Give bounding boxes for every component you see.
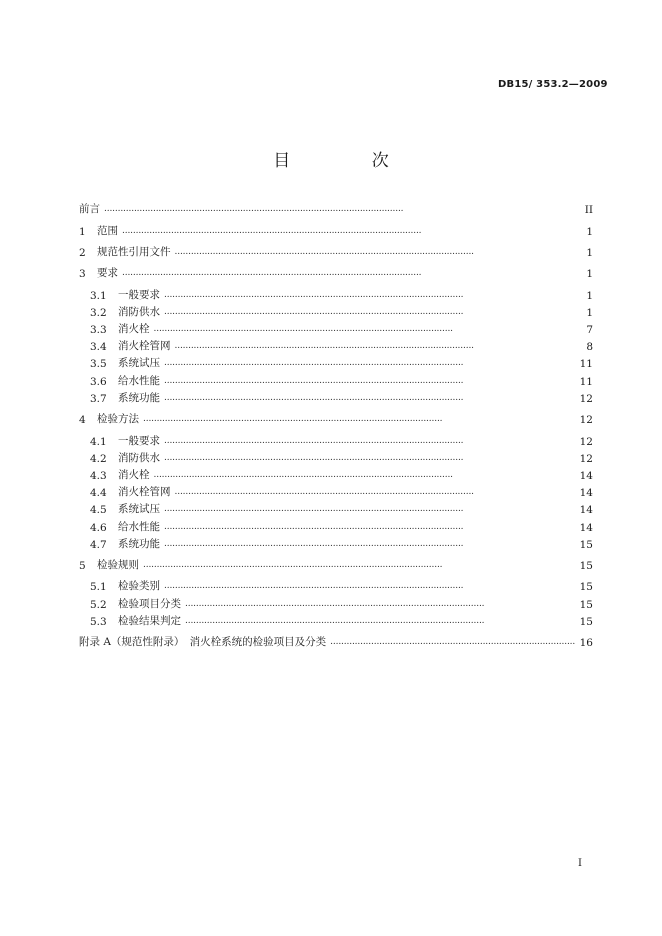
toc-leader-dots <box>330 638 575 649</box>
toc-entry[interactable] <box>79 199 593 216</box>
toc-leader-dots <box>185 600 576 611</box>
toc-entry-number: 2 <box>79 246 86 259</box>
toc-leader-dots <box>164 359 576 370</box>
toc-entry-page: 14 <box>579 469 593 482</box>
toc-entry-page: 1 <box>586 246 593 259</box>
toc-entry-number: 5.3 <box>90 615 107 628</box>
toc-leader-dots <box>185 617 576 628</box>
toc-entry-page: 15 <box>579 538 593 551</box>
toc-entry-page: II <box>584 204 593 217</box>
toc-entry-label: 消火栓 <box>118 323 150 336</box>
toc-entry-label: 给水性能 <box>118 520 160 533</box>
toc-entry[interactable] <box>79 353 593 370</box>
toc-entry[interactable] <box>79 430 593 447</box>
toc-entry-label: 一般要求 <box>118 288 160 301</box>
toc-entry-label: 要求 <box>97 267 118 280</box>
toc-entry-label: 检验结果判定 <box>118 614 181 627</box>
toc-entry-page: 11 <box>579 375 593 388</box>
toc-entry[interactable] <box>79 465 593 482</box>
toc-entry-number: 5.2 <box>90 598 107 611</box>
toc-entry-label: 消火栓管网 <box>118 340 171 353</box>
toc-entry[interactable] <box>79 534 593 551</box>
toc-entry-page: 1 <box>586 268 593 281</box>
toc-entry[interactable] <box>79 499 593 516</box>
toc-entry[interactable] <box>79 482 593 499</box>
toc-entry-page: 15 <box>579 615 593 628</box>
toc-entry[interactable] <box>79 576 593 593</box>
toc-leader-dots <box>164 377 576 388</box>
toc-entry-label: 检验类别 <box>118 580 160 593</box>
toc-entry[interactable] <box>79 555 593 572</box>
toc-entry-number: 4.2 <box>90 452 107 465</box>
toc-entry-number: 3.6 <box>90 375 107 388</box>
toc-leader-dots <box>164 582 576 593</box>
toc-entry-label: 一般要求 <box>118 434 160 447</box>
toc-entry-page: 1 <box>586 306 593 319</box>
toc-entry[interactable] <box>79 336 593 353</box>
toc-leader-dots <box>164 291 579 302</box>
table-of-contents <box>79 199 593 649</box>
page-folio: I <box>578 858 582 869</box>
toc-entry-page: 14 <box>579 504 593 517</box>
toc-leader-dots <box>164 437 576 448</box>
toc-leader-dots <box>143 415 576 426</box>
toc-entry-number: 3.3 <box>90 324 107 337</box>
toc-entry-label: 范围 <box>97 224 118 237</box>
toc-entry-number: 4.3 <box>90 469 107 482</box>
toc-entry[interactable] <box>79 611 593 628</box>
toc-entry-label: 消防供水 <box>118 305 160 318</box>
toc-entry-label: 消火栓 <box>118 468 150 481</box>
toc-entry-label: 检验项目分类 <box>118 597 181 610</box>
toc-entry-number: 4.4 <box>90 487 107 500</box>
toc-leader-dots <box>175 248 580 259</box>
toc-entry-label: 消防供水 <box>118 451 160 464</box>
toc-entry-label: 系统试压 <box>118 503 160 516</box>
toc-entry-page: 14 <box>579 487 593 500</box>
toc-entry-number: 4.6 <box>90 521 107 534</box>
toc-entry-page: 14 <box>579 521 593 534</box>
toc-entry-page: 7 <box>586 324 593 337</box>
toc-entry-page: 15 <box>579 598 593 611</box>
toc-leader-dots <box>164 505 576 516</box>
toc-entry[interactable] <box>79 388 593 405</box>
toc-entry-label: 系统功能 <box>118 391 160 404</box>
toc-entry[interactable] <box>79 409 593 426</box>
toc-entry[interactable] <box>79 370 593 387</box>
toc-leader-dots <box>164 454 576 465</box>
toc-entry-number: 3.5 <box>90 358 107 371</box>
toc-entry-page: 1 <box>586 289 593 302</box>
toc-entry-label: 系统功能 <box>118 537 160 550</box>
toc-entry-page: 12 <box>579 452 593 465</box>
toc-leader-dots <box>164 308 579 319</box>
toc-leader-dots <box>164 540 576 551</box>
toc-leader-dots <box>143 561 576 572</box>
toc-entry-page: 12 <box>579 435 593 448</box>
toc-entry-page: 1 <box>586 225 593 238</box>
toc-entry[interactable] <box>79 516 593 533</box>
toc-leader-dots <box>154 325 580 336</box>
toc-entry-page: 16 <box>579 637 593 650</box>
toc-entry[interactable] <box>79 285 593 302</box>
toc-leader-dots <box>164 523 576 534</box>
toc-leader-dots <box>154 471 576 482</box>
toc-entry-page: 12 <box>579 414 593 427</box>
toc-entry-number: 1 <box>79 225 86 238</box>
toc-entry-label: 检验规则 <box>97 559 139 572</box>
toc-leader-dots <box>104 205 579 216</box>
toc-entry[interactable] <box>79 302 593 319</box>
toc-leader-dots <box>122 227 579 238</box>
toc-entry[interactable] <box>79 448 593 465</box>
document-code: DB15/ 353.2—2009 <box>498 79 608 90</box>
toc-entry-page: 12 <box>579 392 593 405</box>
toc-entry[interactable] <box>79 220 593 237</box>
toc-entry-label: 规范性引用文件 <box>97 245 171 258</box>
toc-entry[interactable] <box>79 319 593 336</box>
toc-entry-number: 3.4 <box>90 341 107 354</box>
toc-entry-number: 3 <box>79 268 86 281</box>
toc-entry-number: 3.1 <box>90 289 107 302</box>
toc-entry-page: 8 <box>586 341 593 354</box>
toc-entry-number: 3.7 <box>90 392 107 405</box>
toc-entry-number: 5.1 <box>90 581 107 594</box>
toc-entry-label: 给水性能 <box>118 374 160 387</box>
toc-entry-page: 15 <box>579 560 593 573</box>
page-title: 目 次 <box>273 151 427 171</box>
toc-leader-dots <box>175 342 580 353</box>
toc-entry-label: 检验方法 <box>97 413 139 426</box>
toc-entry-label: 消火栓管网 <box>118 486 171 499</box>
toc-entry-number: 4.7 <box>90 538 107 551</box>
toc-leader-dots <box>164 394 576 405</box>
toc-entry[interactable] <box>79 242 593 259</box>
toc-entry[interactable] <box>79 632 593 649</box>
toc-entry-number: 4 <box>79 414 86 427</box>
toc-entry[interactable] <box>79 263 593 280</box>
toc-entry-label: 附录 A（规范性附录） 消火栓系统的检验项目及分类 <box>79 636 327 649</box>
toc-entry-page: 15 <box>579 581 593 594</box>
toc-entry[interactable] <box>79 593 593 610</box>
toc-entry-number: 5 <box>79 560 86 573</box>
toc-entry-label: 系统试压 <box>118 357 160 370</box>
toc-leader-dots <box>175 488 576 499</box>
toc-entry-number: 3.2 <box>90 306 107 319</box>
toc-entry-number: 4.1 <box>90 435 107 448</box>
toc-entry-page: 11 <box>579 358 593 371</box>
toc-leader-dots <box>122 269 579 280</box>
toc-entry-label: 前言 <box>79 203 100 216</box>
toc-entry-number: 4.5 <box>90 504 107 517</box>
